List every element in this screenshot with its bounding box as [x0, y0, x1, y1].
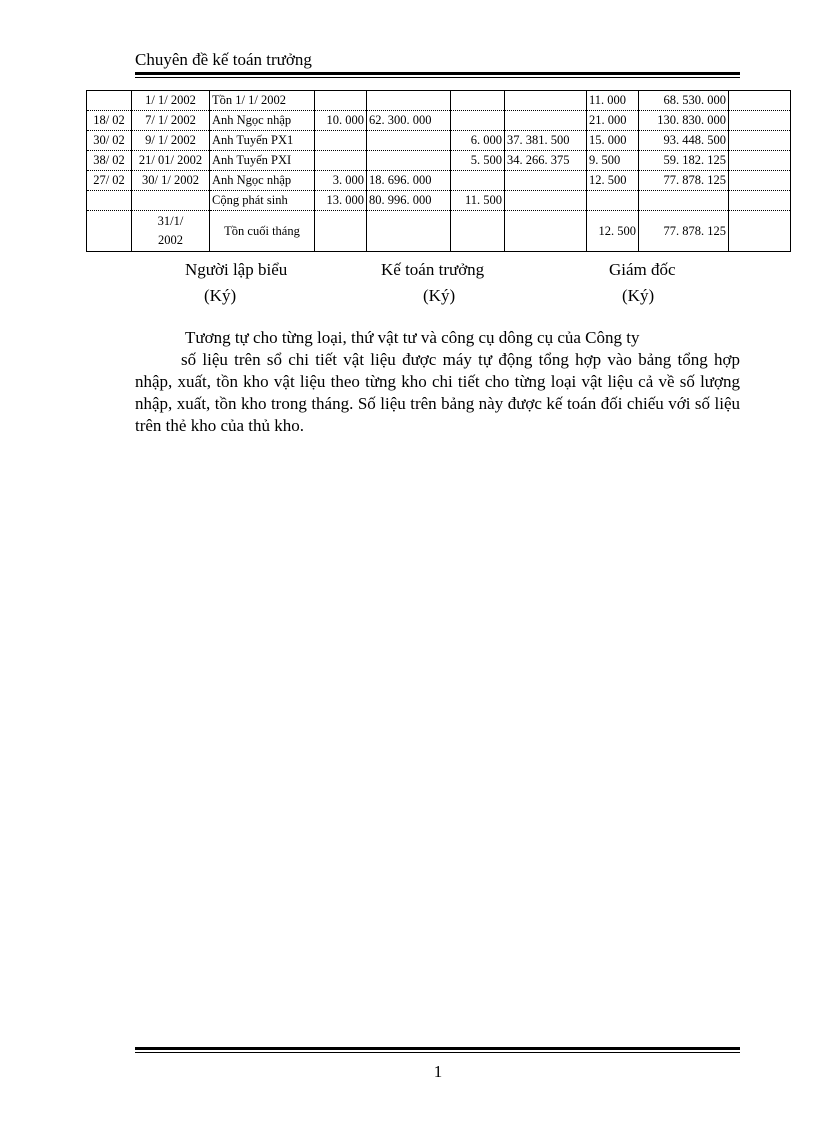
- cell-description: Anh Ngọc nhập: [210, 171, 315, 191]
- table-row: [87, 91, 791, 111]
- table-cell: [729, 211, 791, 252]
- material-ledger-table: [86, 90, 791, 252]
- cell-out-amount: [505, 191, 587, 211]
- cell-voucher-no: [87, 191, 132, 211]
- cell-balance-amount: 130. 830. 000: [639, 111, 729, 131]
- cell-balance-qty: 15. 000: [587, 131, 639, 151]
- cell-balance-amount: 68. 530. 000: [639, 91, 729, 111]
- cell-voucher-no: [87, 91, 132, 111]
- page-number: 1: [433, 1062, 443, 1081]
- cell-balance-qty: 9. 500: [587, 151, 639, 171]
- cell-in-amount: [367, 131, 451, 151]
- cell-out-amount: 37. 381. 500: [505, 131, 587, 151]
- cell-balance-qty: [587, 191, 639, 211]
- cell-in-amount: [367, 151, 451, 171]
- cell-out-amount: [505, 171, 587, 191]
- closing-date-cell: [132, 211, 210, 252]
- cell-description: Anh Ngọc nhập: [210, 111, 315, 131]
- cell-note: [729, 111, 791, 131]
- cell-out-qty: [451, 171, 505, 191]
- signature-preparer-sign: (Ký): [204, 286, 237, 305]
- table-cell: [87, 211, 132, 252]
- table-row: [87, 111, 791, 131]
- cell-date: 30/ 1/ 2002: [132, 171, 210, 191]
- closing-amount-cell: 77. 878. 125: [639, 211, 729, 252]
- table-row: [87, 151, 791, 171]
- cell-in-qty: [315, 131, 367, 151]
- cell-out-amount: [505, 91, 587, 111]
- cell-description: Anh Tuyến PX1: [210, 131, 315, 151]
- cell-balance-qty: 21. 000: [587, 111, 639, 131]
- cell-out-qty: 6. 000: [451, 131, 505, 151]
- signature-director-title: Giám đốc: [609, 260, 676, 279]
- cell-date: [132, 191, 210, 211]
- signature-accountant-title: Kế toán trưởng: [381, 260, 485, 279]
- cell-in-qty: 13. 000: [315, 191, 367, 211]
- ledger-body: [87, 91, 791, 252]
- footer-rule-thick: [135, 1047, 740, 1050]
- closing-label-cell: Tồn cuối tháng: [210, 211, 315, 252]
- header-rule-thin: [135, 77, 740, 78]
- cell-description: Anh Tuyến PXI: [210, 151, 315, 171]
- cell-in-amount: 80. 996. 000: [367, 191, 451, 211]
- cell-description: Cộng phát sinh: [210, 191, 315, 211]
- cell-note: [729, 191, 791, 211]
- document-header-title: Chuyên đề kế toán trưởng: [135, 50, 312, 69]
- cell-out-qty: [451, 111, 505, 131]
- header-rule-thick: [135, 72, 740, 75]
- signature-preparer-title: Người lập biểu: [185, 260, 288, 279]
- cell-date: 7/ 1/ 2002: [132, 111, 210, 131]
- cell-in-amount: 62. 300. 000: [367, 111, 451, 131]
- table-cell: [451, 211, 505, 252]
- cell-out-qty: [451, 91, 505, 111]
- signature-accountant-sign: (Ký): [423, 286, 456, 305]
- cell-date: 21/ 01/ 2002: [132, 151, 210, 171]
- cell-voucher-no: 27/ 02: [87, 171, 132, 191]
- footer-rule-thin: [135, 1052, 740, 1053]
- paragraph-body: số liệu trên sổ chi tiết vật liệu được máy tự động tổng hợp vào bảng tổng hợp nhập, xuất, tồn kho vật liệu theo từng kho chi tiết cho từng loại vật liệu cả về số lượng nhập, xuất, tồn kho trong tháng. Số liệu trên bảng này được kế toán đối chiếu với số liệu trên thẻ kho của thủ kho.: [135, 350, 740, 435]
- body-paragraph: [135, 327, 740, 437]
- signature-director-sign: (Ký): [622, 286, 655, 305]
- cell-date: 1/ 1/ 2002: [132, 91, 210, 111]
- cell-out-qty: 5. 500: [451, 151, 505, 171]
- table-row: [87, 191, 791, 211]
- cell-balance-qty: 11. 000: [587, 91, 639, 111]
- cell-note: [729, 131, 791, 151]
- cell-in-qty: [315, 91, 367, 111]
- cell-note: [729, 91, 791, 111]
- cell-date: 9/ 1/ 2002: [132, 131, 210, 151]
- cell-in-qty: [315, 151, 367, 171]
- cell-balance-amount: 59. 182. 125: [639, 151, 729, 171]
- cell-balance-amount: 93. 448. 500: [639, 131, 729, 151]
- cell-note: [729, 151, 791, 171]
- cell-note: [729, 171, 791, 191]
- cell-balance-amount: [639, 191, 729, 211]
- table-row: [87, 171, 791, 191]
- closing-date-line1: 31/1/: [157, 214, 184, 228]
- cell-voucher-no: 18/ 02: [87, 111, 132, 131]
- table-cell: [505, 211, 587, 252]
- cell-in-qty: 10. 000: [315, 111, 367, 131]
- closing-balance-row: [87, 211, 791, 252]
- table-cell: [315, 211, 367, 252]
- cell-in-amount: [367, 91, 451, 111]
- cell-balance-amount: 77. 878. 125: [639, 171, 729, 191]
- cell-out-amount: [505, 111, 587, 131]
- cell-out-qty: 11. 500: [451, 191, 505, 211]
- cell-description: Tồn 1/ 1/ 2002: [210, 91, 315, 111]
- cell-in-amount: 18. 696. 000: [367, 171, 451, 191]
- cell-balance-qty: 12. 500: [587, 171, 639, 191]
- cell-in-qty: 3. 000: [315, 171, 367, 191]
- closing-date-line2: 2002: [158, 233, 183, 247]
- paragraph-line-1: Tương tự cho từng loại, thứ vật tư và công cụ dông cụ của Công ty: [185, 328, 640, 347]
- cell-voucher-no: 30/ 02: [87, 131, 132, 151]
- table-row: [87, 131, 791, 151]
- table-cell: [367, 211, 451, 252]
- closing-qty-cell: 12. 500: [587, 211, 639, 252]
- cell-voucher-no: 38/ 02: [87, 151, 132, 171]
- cell-out-amount: 34. 266. 375: [505, 151, 587, 171]
